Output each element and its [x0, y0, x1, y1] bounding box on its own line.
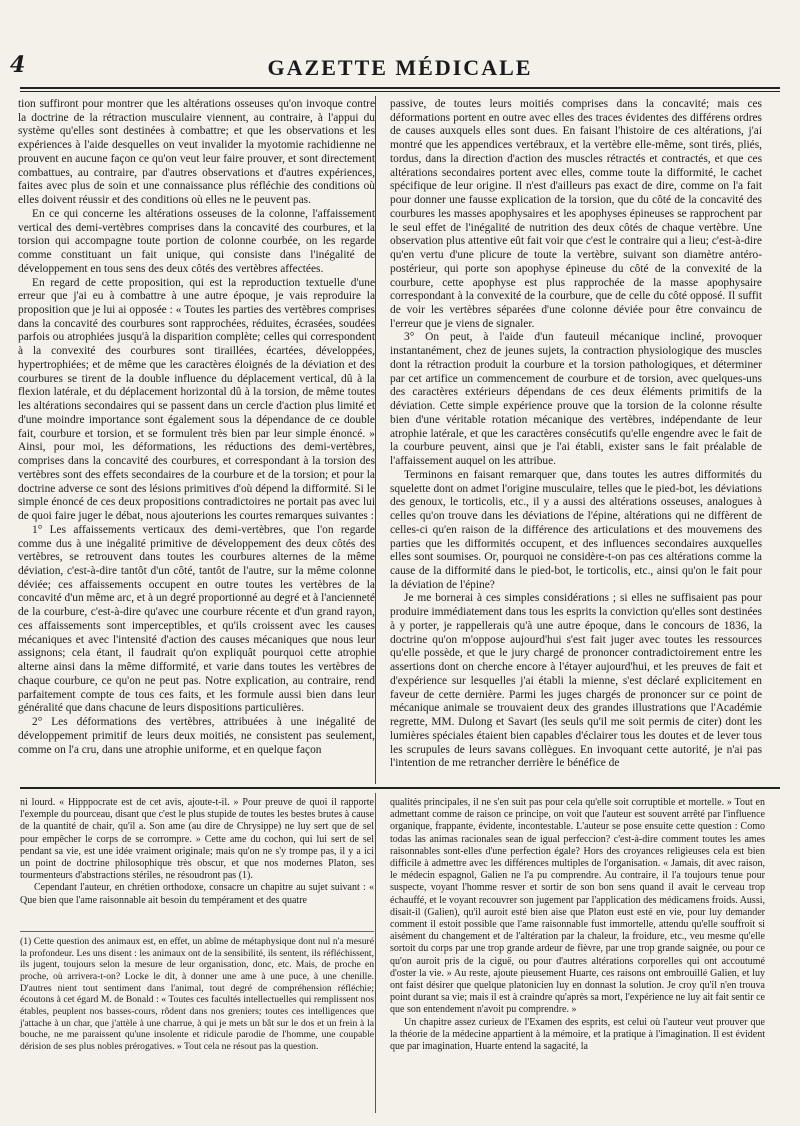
article-column-left: [18, 98, 375, 757]
paragraph: Cependant l'auteur, en chrétien orthodoxe, consacre un chapitre au sujet suivant : « Que bien que l'ame raisonnable ait besoin du tempérament et des quatre: [20, 882, 374, 906]
feuilleton-column-left: [20, 797, 374, 1053]
paragraph: qualités principales, il ne s'en suit pas pour cela qu'elle soit corruptible et mortelle. » Tout en admettant comme de raison ce principe, on voit que l'auteur est souvent arrêté par l'influence organique, frappante, évidente, incontestable. L'auteur se pose ensuite cette question : Como todas las animas racionales sean de igual perfeccion? c'est-à-dire comment toutes les ames raisonnables sont-elles d'une perfection égale? Hors des croyances religieuses cela est bien difficile à admettre avec les différences multiples de l'organisation. « Jamais, dit avec raison, le médecin espagnol, Galien ne l'a pu comprendre. Au contraire, il l'a toujours tenue pour suspecte, voyant l'homme resver et sortir de son bon sens quand il avait le cerveau trop échauffé, et le voyant recouvrer son jugement par l'application des médicamens froids. Aussi, disait-il (Galien), qu'il auroit esté bien aise que Platon eust esté en vie, pour luy demander comment il estoit possible que l'ame raisonnable fust immortelle, attendu qu'elle souffroit si aisément du changement et de l'altération par la chaleur, la froidure, etc., veu mesme qu'elle sortoit du corps par une trop grande ardeur de fièvre, par une trop grande saignée, ou pour ce qu'on auroit pris de la ciguë, ou pour d'autres altérations corporelles qui ont accoutumé d'oster la vie. » Au reste, ajoute pieusement Huarte, ces raisons ont embrouillé Galien, et luy ont faist désirer que quelque platonicien luy en donnast la solution. Je croy qu'il n'en trouva point durant sa vie; mais il est à craindre qu'après sa mort, l'expérience ne luy ait fait sentir ce que son entendement n'avoit pu comprendre. »: [390, 797, 765, 1016]
paragraph: passive, de toutes leurs moitiés comprises dans la concavité; mais ces déformations portent en outre avec elles des traces évidentes des différens ordres de causes auxquels elles sont dues. En faisant l'histoire de ces altérations, j'ai montré que les appendices vertébraux, et la vertèbre elle-même, sont tirés, pliés, tordus, dans la direction d'action des muscles rétractés et contractés, et que ces altérations secondaires portent avec elles, comme toute la difformité, le cachet spécifique de leur origine. Il n'est d'ailleurs pas exact de dire, comme on l'a fait pour donner une fausse explication de la torsion, que du côté de la concavité des courbures les masses apophysaires et les apophyses épineuses se rapprochent par le seul effet de l'inégalité de nutrition des deux côtés de chaque vertèbre. Une observation plus attentive eût fait voir que c'est le contraire qui a lieu; c'est-à-dire qu'en vertu d'une plicure de toute la vertèbre, suivant son diamètre antéro-postérieur, qui porte son apophyse épineuse du côté de la convexité de la courbure, cette apophyse est plus rapprochée de la masse apophysaire correspondant à la convexité de la courbure, que de celle du côté opposé. Il suffit de voir les vertèbres séparées d'une colonne déviée pour être convaincu de l'erreur que je viens de signaler.: [390, 98, 762, 330]
masthead-title: GAZETTE MÉDICALE: [267, 55, 533, 80]
paragraph: 1° Les affaissements verticaux des demi-vertèbres, que l'on regarde comme dus à une inégalité primitive de développement des deux côtés des vertèbres, se retrouvent dans toutes les courbures alternes de la même déviation, c'est-à-dire tantôt d'un côté, tantôt de l'autre, sur la même colonne déviée; ces affaissements occupent en outre toutes les vertèbres de la concavité d'un même arc, et à un degré proportionné au degré et à l'ancienneté de la courbure, c'est-à-dire qu'avec une courbure récente et d'un grand rayon, ces affaissements sont imperceptibles, et qu'ils croissent avec les causes mécaniques et avec l'intensité d'action des causes mécaniques que nous leur assignons; cela étant, il faudrait qu'on expliquât pourquoi cette atrophie alterne ainsi dans la même difformité, et varie dans toutes les vertèbres de chaque courbure, ce qu'on ne peut pas. Notre explication, au contraire, rend parfaitement compte de tous ces faits, et les formule aussi bien dans leur généralité que dans chacune de leurs dispositions particulières.: [18, 523, 375, 715]
paragraph: Un chapitre assez curieux de l'Examen des esprits, est celui où l'auteur veut prouver que la théorie de la médecine appartient à la mémoire, et la pratique à l'imagination. Il est évident que par imagination, Huarte entend la sagacité, la: [390, 1016, 765, 1053]
feuilleton-column-right: [390, 797, 765, 1053]
paragraph: En ce qui concerne les altérations osseuses de la colonne, l'affaissement vertical des demi-vertèbres comprises dans la concavité des courbures, et la torsion qui accompagne toute portion de colonne courbée, on les regarde comme constituant un fait unique, qui consiste dans l'inégalité de développement en tous sens des deux côtés des vertèbres affectées.: [18, 207, 375, 275]
paragraph: Je me bornerai à ces simples considérations ; si elles ne suffisaient pas pour produire immédiatement dans tous les esprits la conviction qu'elles sont destinées à y porter, je rappellerais qu'à une autre époque, dans le concours de 1836, la doctrine qu'on m'oppose aujourd'hui s'est fait juger avec toutes les ressources qu'elle possède, et que le jury chargé de prononcer contradictoirement entre les assertions dont on cherche encore à l'étayer aujourd'hui, et les preuves de fait et d'expérience sur lesquelles j'ai établi la mienne, s'est déclaré explicitement en faveur de cette dernière. Parmi les juges chargés de prononcer sur ce point de mécanique animale se trouvaient deux des grandes illustrations que l'Académie regrette, MM. Dulong et Savart (les seuls qu'il me soit permis de citer) dont les lumières spéciales étaient bien capables d'éclairer tous les doutes et de lever tous les scrupules de leurs savans collègues. En invoquant cette autorité, je n'ai pas l'intention de me retrancher derrière le bénéfice de: [390, 592, 762, 770]
column-divider: [375, 96, 376, 784]
paragraph: Terminons en faisant remarquer que, dans toutes les autres difformités du squelette dont on admet l'origine musculaire, telles que le pied-bot, les déviations des genoux, le torticolis, etc., il y a aussi des altérations osseuses, analogues à celles qu'on trouve dans les déviations de l'épine, altérations qui ne diffèrent de celles-ci qu'en raison de la différence des articulations et des mouvemens des parties que les difformités occupent, et des influences secondaires auxquelles elles sont soumises. Or, pourquoi ne considère-t-on pas ces altérations comme la cause de la difformité dans le pied-bot, le torticolis, etc., ainsi qu'on le fait pour la déviation de l'épine?: [390, 468, 762, 591]
column-divider-bottom: [375, 793, 376, 1113]
masthead-rule-bottom: [20, 91, 780, 92]
masthead-rule-top: [20, 87, 780, 89]
footnote: (1) Cette question des animaux est, en effet, un abîme de métaphysique dont nul n'a mesuré la profondeur. Les uns disent : les animaux ont de la sensibilité, ils sentent, ils réfléchissent, ils jugent, toujours selon la mesure de leur organisation, donc, etc. Mais, de proche en proche, où arrivera-t-on? Locke le dit, à donner une ame à une puce, à une chenille. D'autres nient tout sentiment dans l'animal, tout degré de compréhension réfléchie; écoutons à cet égard M. de Bonald : « Toutes ces facultés intellectuelles qui remplissent nos étables, peuplent nos basses-cours, rôdent dans nos greniers; toutes ces intelligences que j'attache à un char, que j'attèle à une charrue, à qui je mets un bât sur le dos et un frein à la bouche, ne me paraissent qu'une insolente et ridicule parodie de l'homme, une coupable dérision de ses plus nobles prérogatives. » Tout cela ne résout pas la question.: [20, 931, 374, 1053]
paragraph: 3° On peut, à l'aide d'un fauteuil mécanique incliné, provoquer instantanément, chez de jeunes sujets, la contraction physiologique des muscles dont la rétraction produit la courbure et la torsion pathologiques, et déterminer par cet artifice un commencement de courbure et de torsion, avec quelques-uns des caractères extérieurs dépendans de ces deux éléments primitifs de la déviation. Cette simple expérience prouve que la torsion de la colonne résulte bien d'une véritable rotation mécanique des vertèbres, indépendante de leur atrophie latérale, et que les caractères consécutifs qu'elle engendre avec le fait de la courbure peuvent, ainsi que je l'ai établi, exister sans le fait préalable de l'affaissement auquel on les attribue.: [390, 331, 762, 468]
article-column-right: [390, 98, 762, 771]
page-number: 4: [10, 52, 26, 78]
paragraph: ni lourd. « Hipppocrate est de cet avis, ajoute-t-il. » Pour preuve de quoi il rapporte l'exemple du pourceau, disant que c'est le plus stupide de toutes les bestes brutes à cause de la quantité de chair, qu'il a. Son ame (au dire de Chrysippe) ne luy sert que de sel pour empêcher le corps de se corrompre. » Cette ame du cochon, qui lui sert de sel pendant sa vie, est une idée vraiment originale; mais qu'on ne s'y trompe pas, il y a ici un point de doctrine philosophique très obscur, et que nos modernes Platon, ses tourmenteurs d'abstractions stériles, ne résoudront pas (1).: [20, 797, 374, 882]
paragraph: 2° Les déformations des vertèbres, attribuées à une inégalité de développement primitif de leurs deux moitiés, ne consistent pas seulement, comme on l'a cru, dans une atrophie uniforme, et en quelque façon: [18, 716, 375, 756]
section-rule: [20, 787, 780, 789]
paragraph: En regard de cette proposition, qui est la reproduction textuelle d'une erreur que j'ai eu à combattre à une autre époque, je vais reproduire la proposition que je lui ai opposée : « Toutes les parties des vertèbres comprises dans la concavité des courbures sont rapprochées, réduites, écrasées, soudées parfois ou atrophiées jusqu'à la disparition complète; celles qui correspondent à la convexité des courbures sont tiraillées, écartées, développées, hypertrophiées; et de même que les caractères éloignés de la déviation et des courbures se tirent de la double influence du déplacement vertical, dû à la flexion latérale, et du déplacement horizontal dû à la torsion, de même toutes les altérations secondaires qui se passent dans un cercle d'action plus limité et d'une moindre importance sont également sous la dépendance de ce double fait, courbure et torsion, et se formulent très bien par leur simple énoncé. » Ainsi, pour moi, les déformations, les réductions des demi-vertèbres, comprises dans la concavité des courbures, et correspondant à la torsion des vertèbres sont des effets secondaires de la courbure et de la torsion; et pour la doctrine adverse ce sont des lésions primitives d'où dépend la difformité. Si le simple énoncé de ces deux propositions contradictoires ne portait pas avec lui de quoi faire juger le débat, nous ajouterions les courtes remarques suivantes :: [18, 276, 375, 523]
paragraph: tion suffiront pour montrer que les altérations osseuses qu'on invoque contre la doctrine de la rétraction musculaire viennent, au contraire, à l'appui du système qu'elles sont destinées à combattre; et que les observations et les expériences à l'aide desquelles on veut invalider la myotomie rachidienne ne prouvent en aucune façon ce qu'on veut leur faire prouver, et sont directement combattues, au contraire, par d'autres observations et d'autres expériences, faites avec plus de soin et une connaissance plus réfléchie des conditions où elles doivent réussir et des conditions où elles ne le peuvent pas.: [18, 98, 375, 207]
